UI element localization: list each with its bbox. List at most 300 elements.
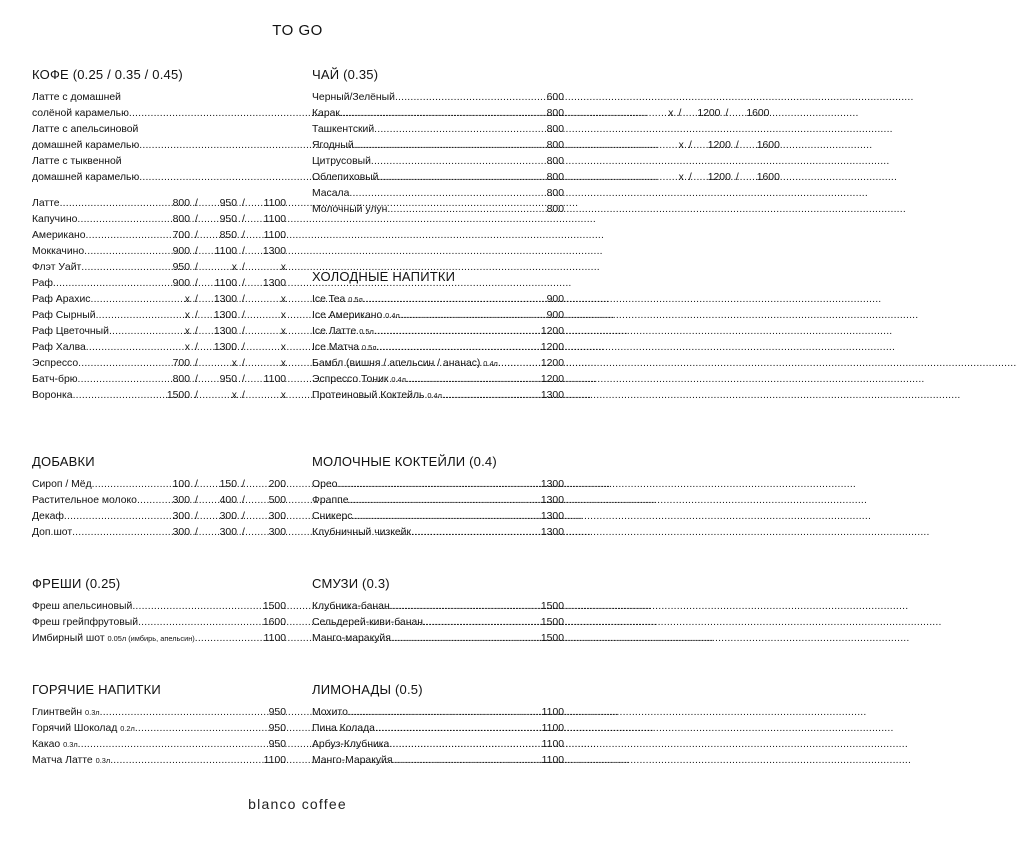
price-large: 1100 [263, 374, 286, 385]
dot-leader [92, 477, 164, 493]
dot-leader [498, 356, 541, 372]
price-separator: / [242, 230, 245, 241]
dot-leader [411, 525, 541, 541]
price-separator: / [242, 342, 245, 353]
dot-leader [60, 196, 164, 212]
item-name: Манго-маракуйя [312, 633, 391, 644]
menu-item [312, 308, 564, 324]
menu-item [32, 753, 286, 769]
dot-leader [195, 631, 264, 647]
item-name: Раф Цветочный [32, 326, 109, 337]
section-fresh [32, 576, 286, 647]
menu-item [32, 525, 286, 541]
dot-leader [349, 493, 541, 509]
item-name: Латте [32, 198, 60, 209]
item-name: Протеиновый Коктейль [312, 390, 425, 401]
price-separator: / [195, 374, 198, 385]
price-medium: 1200 [707, 172, 731, 183]
item-price: 900 [546, 294, 564, 305]
price-separator: / [195, 214, 198, 225]
price-large: x [280, 326, 286, 337]
price-separator: / [725, 108, 729, 119]
item-name: Пина Колада [312, 723, 375, 734]
price-small: 700 [172, 230, 190, 241]
item-volume-note: 0.5л [348, 295, 363, 304]
item-name: Сироп / Мёд [32, 479, 92, 490]
price-small: 800 [172, 214, 190, 225]
price-separator: / [242, 294, 245, 305]
menu-item [312, 340, 564, 356]
item-volume-note: 0.2л [120, 724, 135, 733]
price-columns [164, 260, 286, 276]
price-medium: 1300 [213, 326, 237, 337]
item-price: 1300 [540, 495, 564, 506]
item-name: Черный/Зелёный [312, 92, 395, 103]
item-name: Молочный улун [312, 204, 388, 215]
menu-item [32, 388, 286, 404]
price-large: 1300 [262, 278, 286, 289]
menu-item [32, 324, 286, 340]
price-medium: 1300 [213, 342, 237, 353]
item-name: Горячий Шоколад [32, 723, 118, 734]
price-separator: / [195, 294, 198, 305]
price-columns [164, 324, 286, 340]
item-name-line: Латте с апельсиновой [32, 124, 139, 135]
price-small: x [184, 294, 190, 305]
menu-item [312, 324, 564, 340]
price-separator: / [195, 358, 198, 369]
brand-footer: blanco coffee [248, 796, 347, 812]
item-name: Мохито [312, 707, 348, 718]
dot-leader [389, 737, 541, 753]
item-name: Воронка [32, 390, 73, 401]
item-name: Карак [312, 108, 340, 119]
item-price: 800 [546, 124, 564, 135]
item-name: Цитрусовый [312, 156, 371, 167]
item-volume-note: 0.3л [63, 740, 78, 749]
price-small: 900 [172, 246, 190, 257]
item-name: Сникерс [312, 511, 353, 522]
item-name: Глинтвейн [32, 707, 83, 718]
item-name: Арбуз-Клубника [312, 739, 390, 750]
dot-leader [363, 292, 547, 308]
dot-leader [110, 753, 263, 769]
price-columns [164, 276, 286, 292]
price-separator: / [195, 198, 198, 209]
price-small: x [678, 172, 684, 183]
menu-item [32, 372, 286, 388]
item-name: Матча Латте [32, 755, 93, 766]
item-volume-note: 0.4л [483, 359, 498, 368]
menu-item [32, 493, 286, 509]
item-price: 1200 [540, 342, 564, 353]
menu-item [32, 356, 286, 372]
price-large: x [280, 390, 286, 401]
dot-leader [352, 509, 540, 525]
price-large: 1600 [756, 140, 780, 151]
item-price: 800 [546, 140, 564, 151]
item-name: Моккачино [32, 246, 85, 257]
item-price: 800 [546, 156, 564, 167]
price-columns [164, 308, 286, 324]
menu-item [32, 308, 286, 324]
menu-item [312, 509, 564, 525]
price-separator: / [242, 278, 245, 289]
price-separator: / [735, 172, 739, 183]
price-separator: / [195, 262, 198, 273]
item-price: 1100 [263, 755, 286, 766]
item-price: 800 [546, 204, 564, 215]
item-price: 1500 [540, 633, 564, 644]
price-separator: / [242, 262, 245, 273]
price-separator: / [242, 326, 245, 337]
price-large: 300 [268, 511, 286, 522]
menu-item [32, 509, 286, 525]
menu-item [32, 705, 286, 721]
item-price: 1200 [540, 358, 564, 369]
item-price: 1100 [263, 633, 286, 644]
dot-leader [348, 705, 542, 721]
item-name: Облепиховый [312, 172, 379, 183]
price-columns [164, 212, 286, 228]
price-separator: / [195, 527, 198, 538]
item-name: Ice Латте [312, 326, 357, 337]
item-name-line: Латте с домашней [32, 92, 121, 103]
price-medium: x [231, 262, 237, 273]
item-name: Ice Матча [312, 342, 360, 353]
price-separator: / [195, 479, 198, 490]
dot-leader [377, 340, 541, 356]
dot-leader [138, 615, 263, 631]
price-small: x [668, 108, 674, 119]
dot-leader [90, 292, 164, 308]
price-large: 1100 [263, 214, 286, 225]
item-price: 1200 [540, 326, 564, 337]
item-name: Бамбл (вишня / апельсин / ананас) [312, 358, 481, 369]
menu-item [312, 631, 564, 647]
dot-leader [374, 324, 541, 340]
price-medium: 1300 [213, 310, 237, 321]
price-separator: / [242, 310, 245, 321]
price-separator: / [242, 479, 245, 490]
price-small: 800 [172, 198, 190, 209]
menu-item [32, 340, 286, 356]
item-name: Раф [32, 278, 53, 289]
item-volume-note: 0.3л [95, 756, 111, 765]
price-separator: / [735, 140, 739, 151]
menu-item [312, 388, 564, 404]
dot-leader [400, 308, 547, 324]
section-title-cold: ХОЛОДНЫЕ НАПИТКИ [312, 269, 456, 284]
dot-leader [349, 186, 546, 202]
price-separator: / [242, 214, 245, 225]
item-name: Раф Халва [32, 342, 86, 353]
section-title-milkshakes: МОЛОЧНЫЕ КОКТЕЙЛИ (0.4) [312, 454, 497, 469]
menu-item [32, 477, 286, 493]
section-title-smoothies: СМУЗИ (0.3) [312, 576, 390, 591]
price-large: x [280, 294, 286, 305]
menu-item [312, 122, 564, 138]
price-large: x [280, 358, 286, 369]
menu-item [312, 186, 564, 202]
menu-item [32, 244, 286, 260]
dot-leader [340, 106, 547, 122]
price-separator: / [195, 278, 198, 289]
item-name: Имбирный шот [32, 633, 105, 644]
price-small: x [184, 310, 190, 321]
dot-leader [109, 324, 164, 340]
dot-leader [387, 202, 546, 218]
price-separator: / [195, 246, 198, 257]
price-large: 200 [268, 479, 286, 490]
price-small: 950 [172, 262, 190, 273]
menu-item [312, 477, 564, 493]
price-medium: 1200 [697, 108, 721, 119]
dot-leader [391, 631, 541, 647]
price-separator: / [242, 374, 245, 385]
item-price: 950 [268, 707, 286, 718]
price-separator: / [688, 140, 692, 151]
dot-leader [132, 599, 263, 615]
menu-item [32, 228, 286, 244]
menu-item [32, 615, 286, 631]
price-separator: / [242, 495, 245, 506]
menu-item [312, 292, 564, 308]
price-large: 1100 [263, 198, 286, 209]
dot-leader [375, 721, 542, 737]
section-cold [312, 269, 564, 404]
item-name: Фреш грейпфрутовый [32, 617, 139, 628]
dot-leader [337, 477, 540, 493]
item-name: Эспрессо Тоник [312, 374, 389, 385]
item-price: 1300 [540, 390, 564, 401]
price-columns [164, 388, 286, 404]
item-name: Ice Американо [312, 310, 383, 321]
section-title-additions: ДОБАВКИ [32, 454, 95, 469]
price-separator: / [688, 172, 692, 183]
price-separator: / [195, 230, 198, 241]
item-name: Раф Арахис [32, 294, 91, 305]
dot-leader [423, 615, 541, 631]
menu-item [32, 599, 286, 615]
item-price: 800 [546, 188, 564, 199]
section-milkshakes [312, 454, 564, 541]
dot-leader [390, 599, 541, 615]
price-small: x [678, 140, 684, 151]
dot-leader [371, 154, 547, 170]
section-title-fresh: ФРЕШИ (0.25) [32, 576, 121, 591]
price-columns [164, 372, 286, 388]
item-name: Декаф [32, 511, 64, 522]
menu-item [32, 212, 286, 228]
menu-item [32, 721, 286, 737]
section-hot [32, 682, 286, 769]
item-name-text: солёной карамелью [32, 108, 129, 119]
price-large: x [280, 262, 286, 273]
price-medium: 150 [219, 479, 237, 490]
item-price: 600 [546, 92, 564, 103]
section-title-coffee: КОФЕ (0.25 / 0.35 / 0.45) [32, 67, 183, 82]
price-medium: 1100 [214, 278, 237, 289]
item-volume-note: 0.5л [361, 343, 377, 352]
menu-item [32, 292, 286, 308]
item-price: 1100 [541, 707, 564, 718]
item-price: 950 [268, 739, 286, 750]
item-name: Ташкентский [312, 124, 375, 135]
item-price: 1100 [541, 723, 564, 734]
item-name-text: домашней карамелью [32, 172, 140, 183]
menu-item [312, 170, 564, 186]
dot-leader [73, 388, 164, 404]
price-separator: / [678, 108, 682, 119]
price-medium: 300 [219, 527, 237, 538]
price-medium: 950 [219, 214, 237, 225]
item-name: Какао [32, 739, 61, 750]
price-separator: / [195, 310, 198, 321]
dot-leader [53, 276, 164, 292]
item-price: 1500 [262, 601, 286, 612]
price-medium: 1100 [214, 246, 237, 257]
item-name-line: Латте с тыквенной [32, 156, 122, 167]
price-small: 300 [172, 527, 190, 538]
item-name: Эспрессо [32, 358, 79, 369]
price-columns [164, 356, 286, 372]
price-large: 1300 [262, 246, 286, 257]
section-title-lemonades: ЛИМОНАДЫ (0.5) [312, 682, 423, 697]
item-name: Ягодный [312, 140, 354, 151]
dot-leader [78, 356, 164, 372]
dot-leader [96, 308, 164, 324]
dot-leader [395, 90, 547, 106]
price-small: 300 [172, 511, 190, 522]
dot-leader [78, 372, 164, 388]
price-separator: / [242, 527, 245, 538]
price-separator: / [195, 342, 198, 353]
price-medium: 950 [219, 374, 237, 385]
item-price: 1300 [540, 511, 564, 522]
price-medium: 300 [219, 511, 237, 522]
dot-leader [354, 138, 547, 154]
item-name: Орео [312, 479, 338, 490]
dot-leader [374, 122, 546, 138]
price-small: x [184, 326, 190, 337]
price-large: x [280, 342, 286, 353]
item-name: Фреш апельсиновый [32, 601, 133, 612]
menu-item [312, 138, 564, 154]
item-name: Доп.шот [32, 527, 73, 538]
dot-leader [81, 260, 164, 276]
price-medium: x [231, 358, 237, 369]
price-columns [164, 196, 286, 212]
price-columns [164, 525, 286, 541]
item-price: 1300 [540, 479, 564, 490]
price-separator: / [242, 246, 245, 257]
item-volume-note: 0.4л [385, 311, 400, 320]
price-large: x [280, 310, 286, 321]
menu-item [312, 202, 564, 218]
dot-leader [137, 493, 164, 509]
menu-item [32, 196, 286, 212]
section-additions [32, 454, 286, 541]
menu-item [32, 276, 286, 292]
section-title-hot: ГОРЯЧИЕ НАПИТКИ [32, 682, 161, 697]
item-name: Американо [32, 230, 86, 241]
item-price: 1100 [541, 755, 564, 766]
price-columns [164, 340, 286, 356]
price-large: 1600 [746, 108, 770, 119]
price-small: x [184, 342, 190, 353]
price-large: 1600 [756, 172, 780, 183]
item-name: Фраппе [312, 495, 349, 506]
price-medium: 950 [219, 198, 237, 209]
price-columns [164, 292, 286, 308]
menu-item [312, 106, 564, 122]
price-large: 300 [268, 527, 286, 538]
price-large: 500 [268, 495, 286, 506]
item-name: Капучино [32, 214, 78, 225]
item-price: 1600 [262, 617, 286, 628]
section-smoothies [312, 576, 564, 647]
dot-leader [64, 509, 164, 525]
item-name: Растительное молоко [32, 495, 137, 506]
price-separator: / [195, 326, 198, 337]
menu-item [32, 737, 286, 753]
dot-leader [379, 170, 547, 186]
section-tea [312, 67, 564, 218]
price-separator: / [195, 511, 198, 522]
price-medium: 1300 [213, 294, 237, 305]
section-title-tea: ЧАЙ (0.35) [312, 67, 379, 82]
page-title: TO GO [272, 22, 323, 39]
dot-leader [100, 705, 269, 721]
price-medium: 850 [219, 230, 237, 241]
item-price: 1500 [540, 601, 564, 612]
item-name: Батч-брю [32, 374, 78, 385]
menu-item [32, 260, 286, 276]
item-volume-note: 0.05л (имбирь, апельсин) [107, 634, 195, 643]
price-separator: / [242, 390, 245, 401]
dot-leader [406, 372, 541, 388]
menu-item [312, 154, 564, 170]
price-columns [164, 244, 286, 260]
price-small: 800 [172, 374, 190, 385]
item-volume-note: 0.4л [427, 391, 442, 400]
price-separator: / [195, 495, 198, 506]
dot-leader [78, 737, 269, 753]
price-large: 1100 [263, 230, 286, 241]
dot-leader [86, 340, 164, 356]
price-medium: x [231, 390, 237, 401]
menu-item [312, 737, 564, 753]
price-small: 1500 [166, 390, 190, 401]
item-volume-note: 0.5л [359, 327, 374, 336]
item-name: Манго-Маракуйя [312, 755, 393, 766]
price-medium: 1200 [707, 140, 731, 151]
price-small: 100 [172, 479, 190, 490]
item-name: Клубничный чизкейк [312, 527, 412, 538]
price-small: 300 [172, 495, 190, 506]
item-name-text: домашней карамелью [32, 140, 140, 151]
dot-leader [84, 244, 164, 260]
item-price: 800 [546, 108, 564, 119]
menu-item [312, 372, 564, 388]
item-price: 950 [268, 723, 286, 734]
item-volume-note: 0.3л [85, 708, 100, 717]
menu-item [312, 493, 564, 509]
item-price: 900 [546, 310, 564, 321]
item-price: 1100 [541, 739, 564, 750]
dot-leader [393, 753, 542, 769]
